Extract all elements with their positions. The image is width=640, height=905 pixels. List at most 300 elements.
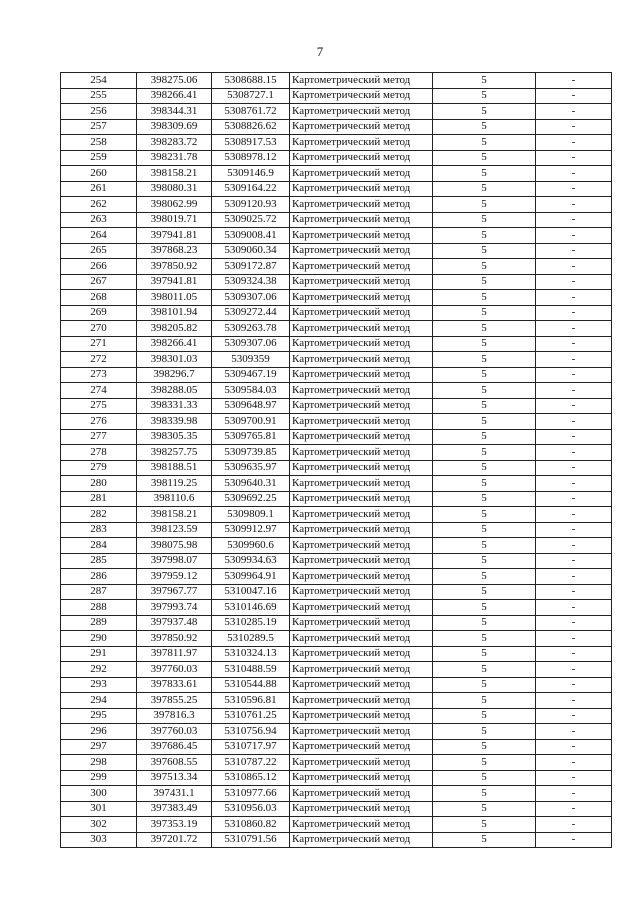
y-coordinate-cell: 5309765.81 (212, 429, 290, 445)
table-row (61, 584, 612, 600)
point-number-cell: 265 (61, 243, 137, 259)
accuracy-cell: 5 (433, 569, 536, 585)
dash-cell: - (536, 786, 612, 802)
y-coordinate-cell: 5309739.85 (212, 445, 290, 461)
accuracy-cell: 5 (433, 817, 536, 833)
x-coordinate-cell: 397201.72 (137, 832, 212, 848)
method-cell: Картометрический метод (290, 522, 433, 538)
y-coordinate-cell: 5310717.97 (212, 739, 290, 755)
point-number-cell: 279 (61, 460, 137, 476)
method-cell: Картометрический метод (290, 739, 433, 755)
y-coordinate-cell: 5309692.25 (212, 491, 290, 507)
dash-cell: - (536, 135, 612, 151)
x-coordinate-cell: 397383.49 (137, 801, 212, 817)
point-number-cell: 264 (61, 228, 137, 244)
accuracy-cell: 5 (433, 212, 536, 228)
accuracy-cell: 5 (433, 259, 536, 275)
method-cell: Картометрический метод (290, 724, 433, 740)
dash-cell: - (536, 429, 612, 445)
x-coordinate-cell: 397431.1 (137, 786, 212, 802)
point-number-cell: 299 (61, 770, 137, 786)
point-number-cell: 280 (61, 476, 137, 492)
x-coordinate-cell: 398331.33 (137, 398, 212, 414)
accuracy-cell: 5 (433, 414, 536, 430)
coordinates-table-body (61, 73, 612, 848)
x-coordinate-cell: 398188.51 (137, 460, 212, 476)
dash-cell: - (536, 414, 612, 430)
point-number-cell: 266 (61, 259, 137, 275)
y-coordinate-cell: 5310285.19 (212, 615, 290, 631)
method-cell: Картометрический метод (290, 460, 433, 476)
accuracy-cell: 5 (433, 693, 536, 709)
x-coordinate-cell: 398075.98 (137, 538, 212, 554)
accuracy-cell: 5 (433, 708, 536, 724)
table-row (61, 755, 612, 771)
dash-cell: - (536, 491, 612, 507)
method-cell: Картометрический метод (290, 538, 433, 554)
dash-cell: - (536, 755, 612, 771)
y-coordinate-cell: 5309272.44 (212, 305, 290, 321)
y-coordinate-cell: 5308978.12 (212, 150, 290, 166)
table-row (61, 414, 612, 430)
x-coordinate-cell: 397941.81 (137, 228, 212, 244)
point-number-cell: 283 (61, 522, 137, 538)
dash-cell: - (536, 166, 612, 182)
x-coordinate-cell: 398344.31 (137, 104, 212, 120)
dash-cell: - (536, 538, 612, 554)
dash-cell: - (536, 476, 612, 492)
x-coordinate-cell: 398301.03 (137, 352, 212, 368)
accuracy-cell: 5 (433, 352, 536, 368)
y-coordinate-cell: 5310977.66 (212, 786, 290, 802)
table-row (61, 507, 612, 523)
y-coordinate-cell: 5310146.69 (212, 600, 290, 616)
dash-cell: - (536, 383, 612, 399)
y-coordinate-cell: 5310865.12 (212, 770, 290, 786)
table-row (61, 88, 612, 104)
y-coordinate-cell: 5309164.22 (212, 181, 290, 197)
table-row (61, 460, 612, 476)
method-cell: Картометрический метод (290, 569, 433, 585)
method-cell: Картометрический метод (290, 414, 433, 430)
method-cell: Картометрический метод (290, 631, 433, 647)
point-number-cell: 302 (61, 817, 137, 833)
y-coordinate-cell: 5310488.59 (212, 662, 290, 678)
accuracy-cell: 5 (433, 832, 536, 848)
accuracy-cell: 5 (433, 584, 536, 600)
table-row (61, 770, 612, 786)
point-number-cell: 285 (61, 553, 137, 569)
table-row (61, 305, 612, 321)
accuracy-cell: 5 (433, 476, 536, 492)
accuracy-cell: 5 (433, 166, 536, 182)
dash-cell: - (536, 832, 612, 848)
point-number-cell: 261 (61, 181, 137, 197)
method-cell: Картометрический метод (290, 801, 433, 817)
x-coordinate-cell: 398158.21 (137, 507, 212, 523)
y-coordinate-cell: 5308917.53 (212, 135, 290, 151)
table-row (61, 274, 612, 290)
x-coordinate-cell: 397868.23 (137, 243, 212, 259)
accuracy-cell: 5 (433, 445, 536, 461)
accuracy-cell: 5 (433, 73, 536, 89)
y-coordinate-cell: 5310289.5 (212, 631, 290, 647)
accuracy-cell: 5 (433, 119, 536, 135)
table-row (61, 832, 612, 848)
accuracy-cell: 5 (433, 724, 536, 740)
table-row (61, 259, 612, 275)
method-cell: Картометрический метод (290, 135, 433, 151)
method-cell: Картометрический метод (290, 228, 433, 244)
x-coordinate-cell: 398296.7 (137, 367, 212, 383)
accuracy-cell: 5 (433, 243, 536, 259)
point-number-cell: 298 (61, 755, 137, 771)
point-number-cell: 269 (61, 305, 137, 321)
table-row (61, 119, 612, 135)
point-number-cell: 278 (61, 445, 137, 461)
table-row (61, 228, 612, 244)
y-coordinate-cell: 5310047.16 (212, 584, 290, 600)
point-number-cell: 296 (61, 724, 137, 740)
table-row (61, 553, 612, 569)
point-number-cell: 297 (61, 739, 137, 755)
method-cell: Картометрический метод (290, 104, 433, 120)
point-number-cell: 287 (61, 584, 137, 600)
dash-cell: - (536, 88, 612, 104)
method-cell: Картометрический метод (290, 507, 433, 523)
y-coordinate-cell: 5310787.22 (212, 755, 290, 771)
point-number-cell: 254 (61, 73, 137, 89)
dash-cell: - (536, 646, 612, 662)
table-row (61, 290, 612, 306)
accuracy-cell: 5 (433, 507, 536, 523)
method-cell: Картометрический метод (290, 615, 433, 631)
x-coordinate-cell: 398275.06 (137, 73, 212, 89)
x-coordinate-cell: 398339.98 (137, 414, 212, 430)
table-row (61, 646, 612, 662)
y-coordinate-cell: 5309025.72 (212, 212, 290, 228)
method-cell: Картометрический метод (290, 274, 433, 290)
x-coordinate-cell: 397967.77 (137, 584, 212, 600)
x-coordinate-cell: 397959.12 (137, 569, 212, 585)
dash-cell: - (536, 305, 612, 321)
dash-cell: - (536, 739, 612, 755)
y-coordinate-cell: 5309263.78 (212, 321, 290, 337)
page-number: 7 (316, 44, 324, 59)
x-coordinate-cell: 397855.25 (137, 693, 212, 709)
accuracy-cell: 5 (433, 801, 536, 817)
accuracy-cell: 5 (433, 460, 536, 476)
y-coordinate-cell: 5309700.91 (212, 414, 290, 430)
method-cell: Картометрический метод (290, 708, 433, 724)
x-coordinate-cell: 397850.92 (137, 631, 212, 647)
accuracy-cell: 5 (433, 522, 536, 538)
method-cell: Картометрический метод (290, 88, 433, 104)
x-coordinate-cell: 397686.45 (137, 739, 212, 755)
table-row (61, 150, 612, 166)
dash-cell: - (536, 197, 612, 213)
y-coordinate-cell: 5309324.38 (212, 274, 290, 290)
accuracy-cell: 5 (433, 336, 536, 352)
table-row (61, 491, 612, 507)
dash-cell: - (536, 460, 612, 476)
point-number-cell: 276 (61, 414, 137, 430)
y-coordinate-cell: 5309060.34 (212, 243, 290, 259)
x-coordinate-cell: 397760.03 (137, 724, 212, 740)
dash-cell: - (536, 212, 612, 228)
dash-cell: - (536, 801, 612, 817)
x-coordinate-cell: 398288.05 (137, 383, 212, 399)
method-cell: Картометрический метод (290, 693, 433, 709)
method-cell: Картометрический метод (290, 398, 433, 414)
accuracy-cell: 5 (433, 786, 536, 802)
x-coordinate-cell: 397760.03 (137, 662, 212, 678)
accuracy-cell: 5 (433, 770, 536, 786)
x-coordinate-cell: 398080.31 (137, 181, 212, 197)
method-cell: Картометрический метод (290, 646, 433, 662)
table-row (61, 615, 612, 631)
x-coordinate-cell: 398119.25 (137, 476, 212, 492)
method-cell: Картометрический метод (290, 243, 433, 259)
table-row (61, 631, 612, 647)
y-coordinate-cell: 5309584.03 (212, 383, 290, 399)
accuracy-cell: 5 (433, 631, 536, 647)
y-coordinate-cell: 5308826.62 (212, 119, 290, 135)
x-coordinate-cell: 397833.61 (137, 677, 212, 693)
method-cell: Картометрический метод (290, 662, 433, 678)
dash-cell: - (536, 507, 612, 523)
table-row (61, 336, 612, 352)
x-coordinate-cell: 397608.55 (137, 755, 212, 771)
dash-cell: - (536, 290, 612, 306)
method-cell: Картометрический метод (290, 197, 433, 213)
y-coordinate-cell: 5309934.63 (212, 553, 290, 569)
accuracy-cell: 5 (433, 553, 536, 569)
y-coordinate-cell: 5310761.25 (212, 708, 290, 724)
dash-cell: - (536, 569, 612, 585)
dash-cell: - (536, 724, 612, 740)
x-coordinate-cell: 398019.71 (137, 212, 212, 228)
dash-cell: - (536, 770, 612, 786)
x-coordinate-cell: 398062.99 (137, 197, 212, 213)
method-cell: Картометрический метод (290, 166, 433, 182)
accuracy-cell: 5 (433, 615, 536, 631)
y-coordinate-cell: 5309467.19 (212, 367, 290, 383)
x-coordinate-cell: 398231.78 (137, 150, 212, 166)
table-row (61, 801, 612, 817)
method-cell: Картометрический метод (290, 832, 433, 848)
accuracy-cell: 5 (433, 104, 536, 120)
dash-cell: - (536, 336, 612, 352)
table-row (61, 398, 612, 414)
table-row (61, 739, 612, 755)
accuracy-cell: 5 (433, 367, 536, 383)
point-number-cell: 273 (61, 367, 137, 383)
point-number-cell: 259 (61, 150, 137, 166)
table-row (61, 476, 612, 492)
point-number-cell: 282 (61, 507, 137, 523)
method-cell: Картометрический метод (290, 445, 433, 461)
x-coordinate-cell: 398305.35 (137, 429, 212, 445)
x-coordinate-cell: 398283.72 (137, 135, 212, 151)
y-coordinate-cell: 5310860.82 (212, 817, 290, 833)
point-number-cell: 291 (61, 646, 137, 662)
y-coordinate-cell: 5309307.06 (212, 336, 290, 352)
y-coordinate-cell: 5310544.88 (212, 677, 290, 693)
table-row (61, 569, 612, 585)
table-row (61, 352, 612, 368)
method-cell: Картометрический метод (290, 212, 433, 228)
accuracy-cell: 5 (433, 290, 536, 306)
point-number-cell: 277 (61, 429, 137, 445)
table-row (61, 708, 612, 724)
y-coordinate-cell: 5308727.1 (212, 88, 290, 104)
dash-cell: - (536, 522, 612, 538)
table-row (61, 817, 612, 833)
table-row (61, 243, 612, 259)
y-coordinate-cell: 5308688.15 (212, 73, 290, 89)
table-row (61, 445, 612, 461)
dash-cell: - (536, 398, 612, 414)
point-number-cell: 262 (61, 197, 137, 213)
coordinates-table (60, 72, 612, 848)
point-number-cell: 260 (61, 166, 137, 182)
point-number-cell: 272 (61, 352, 137, 368)
table-row (61, 181, 612, 197)
accuracy-cell: 5 (433, 88, 536, 104)
x-coordinate-cell: 398101.94 (137, 305, 212, 321)
accuracy-cell: 5 (433, 677, 536, 693)
dash-cell: - (536, 367, 612, 383)
x-coordinate-cell: 398309.69 (137, 119, 212, 135)
x-coordinate-cell: 398266.41 (137, 88, 212, 104)
table-row (61, 104, 612, 120)
point-number-cell: 256 (61, 104, 137, 120)
dash-cell: - (536, 259, 612, 275)
accuracy-cell: 5 (433, 228, 536, 244)
point-number-cell: 275 (61, 398, 137, 414)
point-number-cell: 301 (61, 801, 137, 817)
x-coordinate-cell: 397816.3 (137, 708, 212, 724)
table-row (61, 135, 612, 151)
point-number-cell: 286 (61, 569, 137, 585)
dash-cell: - (536, 274, 612, 290)
x-coordinate-cell: 397353.19 (137, 817, 212, 833)
table-row (61, 429, 612, 445)
accuracy-cell: 5 (433, 135, 536, 151)
x-coordinate-cell: 398110.6 (137, 491, 212, 507)
table-row (61, 662, 612, 678)
table-row (61, 600, 612, 616)
accuracy-cell: 5 (433, 150, 536, 166)
dash-cell: - (536, 445, 612, 461)
dash-cell: - (536, 243, 612, 259)
point-number-cell: 303 (61, 832, 137, 848)
point-number-cell: 293 (61, 677, 137, 693)
dash-cell: - (536, 119, 612, 135)
x-coordinate-cell: 397993.74 (137, 600, 212, 616)
method-cell: Картометрический метод (290, 181, 433, 197)
point-number-cell: 255 (61, 88, 137, 104)
y-coordinate-cell: 5309809.1 (212, 507, 290, 523)
dash-cell: - (536, 708, 612, 724)
table-row (61, 724, 612, 740)
method-cell: Картометрический метод (290, 336, 433, 352)
accuracy-cell: 5 (433, 274, 536, 290)
y-coordinate-cell: 5310596.81 (212, 693, 290, 709)
method-cell: Картометрический метод (290, 259, 433, 275)
accuracy-cell: 5 (433, 538, 536, 554)
method-cell: Картометрический метод (290, 553, 433, 569)
table-row (61, 197, 612, 213)
point-number-cell: 267 (61, 274, 137, 290)
y-coordinate-cell: 5309635.97 (212, 460, 290, 476)
dash-cell: - (536, 600, 612, 616)
y-coordinate-cell: 5309307.06 (212, 290, 290, 306)
y-coordinate-cell: 5310324.13 (212, 646, 290, 662)
method-cell: Картометрический метод (290, 73, 433, 89)
x-coordinate-cell: 397811.97 (137, 646, 212, 662)
accuracy-cell: 5 (433, 491, 536, 507)
method-cell: Картометрический метод (290, 770, 433, 786)
y-coordinate-cell: 5310791.56 (212, 832, 290, 848)
accuracy-cell: 5 (433, 305, 536, 321)
method-cell: Картометрический метод (290, 383, 433, 399)
y-coordinate-cell: 5309912.97 (212, 522, 290, 538)
method-cell: Картометрический метод (290, 584, 433, 600)
dash-cell: - (536, 677, 612, 693)
dash-cell: - (536, 181, 612, 197)
y-coordinate-cell: 5309008.41 (212, 228, 290, 244)
table-row (61, 677, 612, 693)
point-number-cell: 274 (61, 383, 137, 399)
point-number-cell: 295 (61, 708, 137, 724)
x-coordinate-cell: 397937.48 (137, 615, 212, 631)
table-row (61, 522, 612, 538)
method-cell: Картометрический метод (290, 600, 433, 616)
point-number-cell: 270 (61, 321, 137, 337)
table-row (61, 367, 612, 383)
table-row (61, 538, 612, 554)
method-cell: Картометрический метод (290, 491, 433, 507)
y-coordinate-cell: 5309146.9 (212, 166, 290, 182)
method-cell: Картометрический метод (290, 786, 433, 802)
dash-cell: - (536, 584, 612, 600)
dash-cell: - (536, 615, 612, 631)
method-cell: Картометрический метод (290, 352, 433, 368)
y-coordinate-cell: 5309640.31 (212, 476, 290, 492)
dash-cell: - (536, 352, 612, 368)
point-number-cell: 271 (61, 336, 137, 352)
method-cell: Картометрический метод (290, 321, 433, 337)
point-number-cell: 289 (61, 615, 137, 631)
method-cell: Картометрический метод (290, 677, 433, 693)
table-row (61, 693, 612, 709)
dash-cell: - (536, 817, 612, 833)
y-coordinate-cell: 5309172.87 (212, 259, 290, 275)
method-cell: Картометрический метод (290, 150, 433, 166)
accuracy-cell: 5 (433, 600, 536, 616)
method-cell: Картометрический метод (290, 305, 433, 321)
accuracy-cell: 5 (433, 739, 536, 755)
x-coordinate-cell: 398158.21 (137, 166, 212, 182)
accuracy-cell: 5 (433, 383, 536, 399)
y-coordinate-cell: 5308761.72 (212, 104, 290, 120)
method-cell: Картометрический метод (290, 429, 433, 445)
accuracy-cell: 5 (433, 197, 536, 213)
point-number-cell: 258 (61, 135, 137, 151)
dash-cell: - (536, 631, 612, 647)
